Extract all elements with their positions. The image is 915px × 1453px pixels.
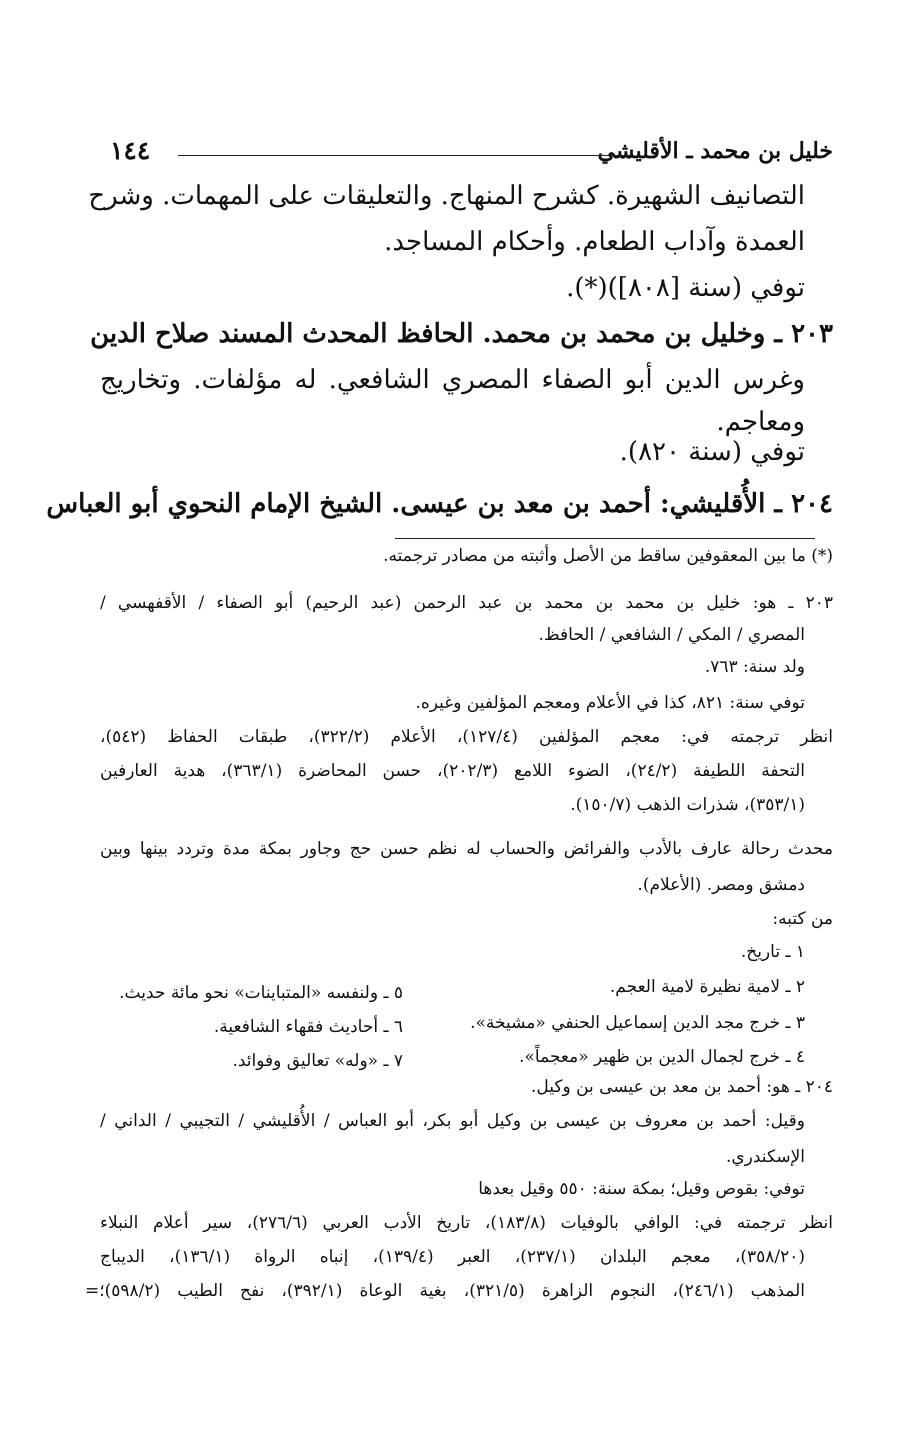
footnote-line-5: توفي سنة: ٨٢١، كذا في الأعلام ومعجم المؤلفين وغيره. xyxy=(415,693,805,713)
footnote-rule xyxy=(395,538,815,539)
footnote-line-24: (٣٥٨/٢٠)، معجم البلدان (٢٣٧/١)، العبر (١٣٩/٤)، إنباه الرواة (١٣٦/١)، الديباج xyxy=(100,1247,805,1267)
main-line-3: توفي (سنة [٨٠٨])(*). xyxy=(566,273,805,303)
main-line-7: توفي (سنة ٨٢٠). xyxy=(619,437,805,467)
book-list-item-6: ٦ ـ أحاديث فقهاء الشافعية. xyxy=(213,1017,403,1037)
main-line-5: وغرس الدين أبو الصفاء المصري الشافعي. له مؤلفات. وتخاريج xyxy=(100,365,805,395)
book-list-item-3: ٣ ـ خرج مجد الدين إسماعيل الحنفي «مشيخة». xyxy=(470,1013,805,1033)
footnote-line-9: محدث رحالة عارف بالأدب والفرائض والحساب له نظم حسن حج وجاور بمكة مدة وتردد بينها وبين xyxy=(100,839,833,859)
footnote-line-23: انظر ترجمته في: الوافي بالوفيات (١٨٣/٨)، تاريخ الأدب العربي (٢٧٦/٦)، سير أعلام النبلاء xyxy=(100,1213,833,1233)
running-title: خليل بن محمد ـ الأقليشي xyxy=(597,138,833,164)
footnote-line-21: الإسكندري. xyxy=(725,1147,805,1167)
footnote-line-11: من كتبه: xyxy=(772,909,833,929)
main-line-8: ٢٠٤ ـ الأُقليشي: أحمد بن معد بن عيسى. الشيخ الإمام النحوي أبو العباس xyxy=(46,489,833,519)
footnote-line-1: (*) ما بين المعقوفين ساقط من الأصل وأثبته من مصادر ترجمته. xyxy=(383,546,833,566)
footnote-line-3: المصري / المكي / الشافعي / الحافظ. xyxy=(538,625,805,645)
main-line-6: ومعاجم. xyxy=(716,407,805,437)
footnote-line-25: المذهب (٢٤٦/١)، النجوم الزاهرة (٣٢١/٥)، بغية الوعاة (٣٩٢/١)، نفح الطيب (٥٩٨/٢)؛= xyxy=(85,1281,805,1301)
page-number: ١٤٤ xyxy=(110,136,151,165)
footnote-line-2: ٢٠٣ ـ هو: خليل بن محمد بن محمد بن عبد الرحمن (عبد الرحيم) أبو الصفاء / الأقفهسي / xyxy=(100,593,833,613)
footnote-line-8: (٣٥٣/١)، شذرات الذهب (١٥٠/٧). xyxy=(570,795,805,815)
book-list-item-2: ٢ ـ لامية نظيرة لامية العجم. xyxy=(609,977,805,997)
footnote-line-10: دمشق ومصر. (الأعلام). xyxy=(637,875,805,895)
header-rule xyxy=(178,155,631,156)
book-list-item-4: ٤ ـ خرج لجمال الدين بن ظهير «معجماً». xyxy=(519,1047,805,1067)
main-line-1: التصانيف الشهيرة. كشرح المنهاج. والتعليقات على المهمات. وشرح xyxy=(88,181,805,211)
footnote-line-19: ٢٠٤ ـ هو: أحمد بن معد بن عيسى بن وكيل. xyxy=(530,1077,833,1097)
main-line-4: ٢٠٣ ـ وخليل بن محمد بن محمد. الحافظ المحدث المسند صلاح الدين xyxy=(90,319,833,349)
book-list-item-5: ٥ ـ ولنفسه «المتباينات» نحو مائة حديث. xyxy=(119,983,403,1003)
footnote-line-4: ولد سنة: ٧٦٣. xyxy=(704,657,805,677)
footnote-line-6: انظر ترجمته في: معجم المؤلفين (١٢٧/٤)، الأعلام (٣٢٢/٢)، طبقات الحفاظ (٥٤٢)، xyxy=(100,727,834,747)
main-line-2: العمدة وآداب الطعام. وأحكام المساجد. xyxy=(384,227,805,257)
book-list-item-7: ٧ ـ «وله» تعاليق وفوائد. xyxy=(232,1051,403,1071)
footnote-line-12: ١ ـ تاريخ. xyxy=(740,942,805,962)
footnote-line-20: وقيل: أحمد بن معروف بن عيسى بن وكيل أبو بكر، أبو العباس / الأُقليشي / التجيبي / الداني / xyxy=(100,1111,805,1131)
footnote-line-22: توفي: بقوص وقيل؛ بمكة سنة: ٥٥٠ وقيل بعدها xyxy=(478,1179,805,1199)
footnote-line-7: التحفة اللطيفة (٢٤/٢)، الضوء اللامع (٢٠٢/٣)، حسن المحاضرة (٣٦٣/١)، هدية العارفين xyxy=(100,761,805,781)
